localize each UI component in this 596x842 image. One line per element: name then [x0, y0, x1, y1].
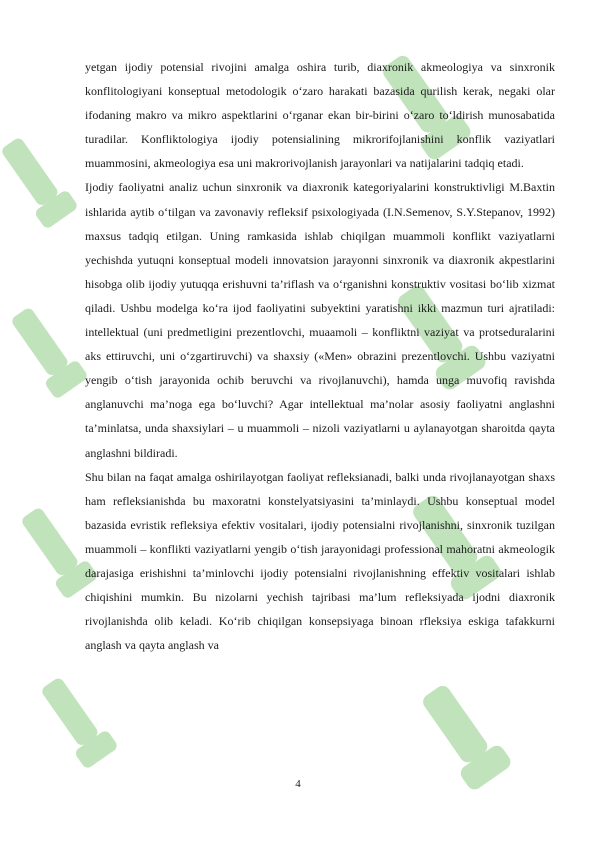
watermark-mark	[33, 672, 119, 770]
watermark-mark	[0, 132, 79, 230]
paragraph-2: Ijodiy faoliyatni analiz uchun sinxronik va diaxronik kategoriyalarini konstruktivligi M.Baxtin ishlarida aytib o‘tilgan va zavonaviy refleksif psixologiyada (I.N.Semenov, S.Y.Stepanov, 1992) maxsus tadqiq etilgan. Uning ramkasida ishlab chiqilgan muammoli konflikt vaziyatlarni yechishda yutuqni konseptual modeli innovatsion jarayonni sinxronik va diaxronik akpestlarini hisobga olib ijodiy yutuqqa erishuvni ta’riflash va o‘rganishni konstruktiv vositasi bo‘lib xizmat qiladi. Ushbu modelga ko‘ra ijod faoliyatini subyektini yaratishni ikki mazmun turi ajratiladi: intellektual (uni predmetligini prezentlovchi, muaamoli – konfliktni vaziyat va protseduralarini aks ettiruvchi, uni o‘zgartiruvchi) va shaxsiy («Men» obrazini prezentlovchi. Ushbu vaziyatni yengib o‘tish jarayonida ochib beruvchi va rivojlanuvchi), hamda unga muvofiq ravishda anglanuvchi ma’noga ega bo‘luvchi? Agar intellektual ma’nolar asosiy faoliyatni anglashni ta’minlatsa, unda shaxsiylari – u muammoli – nizoli vaziyatlarni u aylanayotgan sharoitda qayta anglashni bildiradi.	[85, 180, 555, 460]
watermark-mark	[3, 302, 89, 400]
paragraph-1: yetgan ijodiy potensial rivojini amalga oshira turib, diaxronik akmeologiya va sinxronik konflitologiyani konseptual metodologik o‘zaro harakati bazasida qurilish kerak, negaki olar ifodaning makro va mikro aspektlarini o‘rganar ekan bir-birini o‘zaro to‘ldirish munosabatida turadilar. Konfliktologiya ijodiy potensialining mikrorifojlanishini konflik vaziyatlari muammosini, akmeologiya esa uni makrorivojlanish jarayonlari va natijalarini tadqiq etadi.	[85, 60, 555, 171]
page-number: 4	[295, 778, 301, 790]
watermark-mark	[412, 677, 514, 793]
paragraph-3: Shu bilan na faqat amalga oshirilayotgan faoliyat refleksianadi, balki unda rivojlanayotgan shaxs ham refleksianishda bu maxoratni konstelyatsiyasini ta’minlaydi. Ushbu konseptual model bazasida evristik refleksiya efektiv vositalari, ijodiy potensialni rivojlanishni, sinxronik tuzilgan muammoli – konflikti vaziyatlarni yengib o‘tish jarayonidagi professional mahoratni akmeologik darajasiga erishishni ta’minlovchi ijodiy potensialni rivojlanishning effektiv vositalari ishlab chiqishini mumkin. Bu nizolarni yechish tajribasi ma’lum refleksiyada ijodni diaxronik rivojlanishda olib keladi. Ko‘rib chiqilgan konsepsiyaga binoan rfleksiya eskiga tafakkurni anglash va qayta anglash va	[85, 469, 555, 653]
page-body	[85, 55, 555, 657]
